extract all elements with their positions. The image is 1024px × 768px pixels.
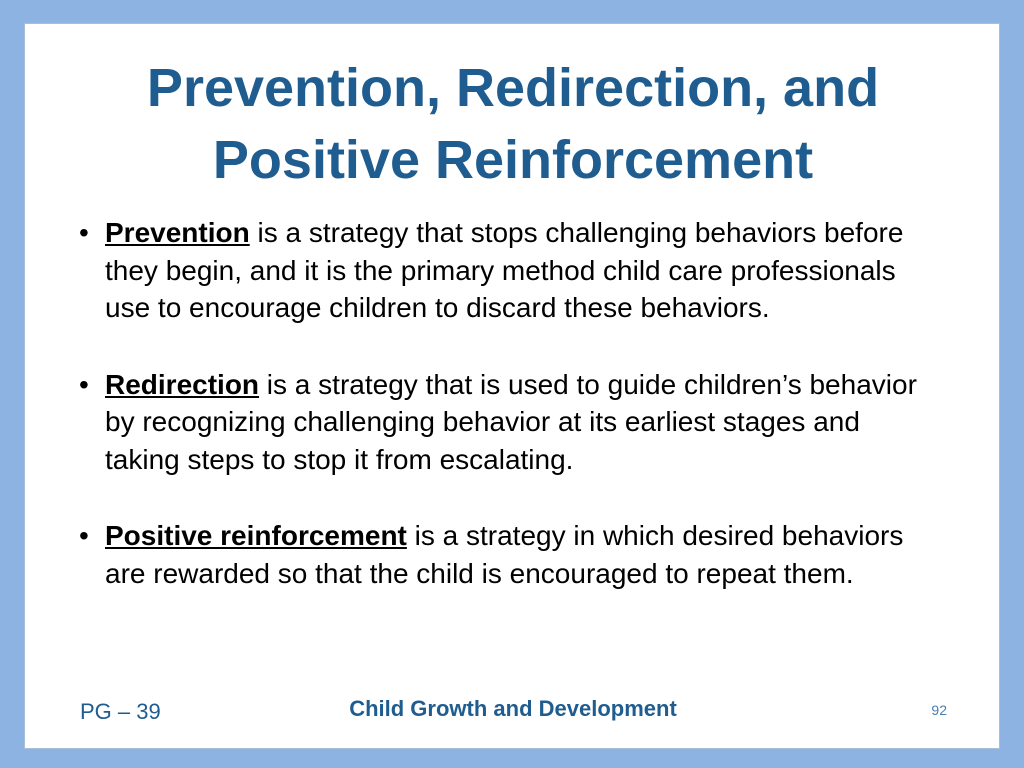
definition-prevention: is a strategy that stops challenging behaviors before they begin, and it is the primary method child care professionals use to encourage children to discard these behaviors. <box>105 217 904 323</box>
term-redirection: Redirection <box>105 368 260 400</box>
title-line-1: Prevention, Redirection, and <box>146 58 880 118</box>
footer-course-title: Child Growth and Development <box>349 696 677 721</box>
term-positive-reinforcement: Positive reinforcement <box>105 520 407 551</box>
slide <box>24 23 1000 749</box>
bullet-marker: • <box>79 520 89 551</box>
definition-positive-reinforcement: is a strategy in which desired behaviors are rewarded so that the child is encouraged to repeat them. <box>105 520 904 589</box>
slide-number: 92 <box>931 702 947 718</box>
definition-redirection: is a strategy that is used to guide children’s behavior by recognizing challenging behavior at its earliest stages and taking steps to stop it from escalating. <box>105 368 917 475</box>
bullet-marker: • <box>79 368 89 400</box>
title-line-2: Positive Reinforcement <box>212 130 814 190</box>
bullet-positive-reinforcement <box>79 517 939 592</box>
bullet-redirection <box>79 366 939 479</box>
bullet-prevention <box>79 214 939 327</box>
footer-page-reference: PG – 39 <box>80 699 161 724</box>
term-prevention: Prevention <box>105 217 250 248</box>
bullet-list <box>79 214 939 592</box>
slide-title <box>25 52 1001 196</box>
bullet-marker: • <box>79 217 89 248</box>
